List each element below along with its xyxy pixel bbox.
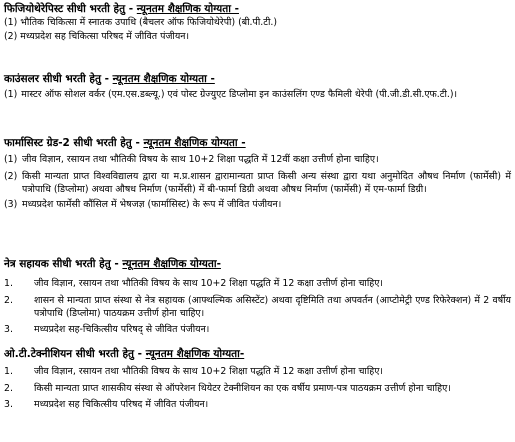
item-text: जीव विज्ञान, रसायन तथा भौतिकी विषय के साथ 10+2 शिक्षा पद्धति में 12 कक्षा उत्तीर्ण होना चाहिए।: [34, 278, 383, 289]
item-text: किसी मान्यता प्राप्त विश्वविद्यालय द्वारा या म.प्र.शासन द्वारामान्यता प्राप्त किसी अन्य संस्था द्वारा यथा अनुमोदित औषध निर्माण (फार्मेसी) में पत्रोपाधि (डिप्लोमा) अथवा औषध निर्माण (फार्मेसी) में बी-फार्मा डिग्री अथवा औषध निर्माण (फार्मेसी) में एम-फार्मा डिग्री।: [22, 170, 511, 196]
list-item: [4, 398, 511, 412]
item-text: मध्यप्रदेश सह-चिकित्सीय परिषद् से जीवित पंजीयन।: [34, 323, 210, 335]
item-text: मध्यप्रदेश सह चिकित्सा परिषद में जीवित पंजीयन।: [20, 30, 190, 42]
list-item: [4, 170, 511, 197]
heading-post: फार्मासिस्ट ग्रेड-2 सीधी भरती हेतु: [4, 137, 132, 149]
list-item: [4, 382, 511, 396]
list-item: [4, 88, 511, 102]
item-number: (2): [4, 30, 18, 42]
item-text: भौतिक चिकित्सा में स्नातक उपाधि (बैचलर ऑफ फिजियोथेरेपी) (बी.पी.टी.): [20, 17, 278, 28]
heading-qualification: न्यूनतम शैक्षणिक योग्यता -: [112, 73, 215, 85]
item-text: मध्यप्रदेश फार्मेसी कौंसिल में भेषजज्ञ (फार्मासिस्ट) के रूप में जीवित पंजीयन।: [22, 198, 282, 210]
section-counsellor: [4, 72, 511, 102]
item-number: (1): [4, 154, 18, 165]
list-item: [4, 323, 511, 337]
list-item: [4, 277, 511, 291]
heading-separator: -: [128, 3, 137, 15]
heading-separator: -: [114, 258, 123, 270]
item-number: (1): [4, 17, 18, 28]
item-text: शासन से मान्यता प्राप्त संस्था से नेत्र सहायक (आफ्थल्मिक असिस्टेंट) अथवा दृष्टिमिति तथा अपवर्तन (आप्टोमेट्री एण्ड रिफेरेक्शन) में 2 वर्षीय पत्रोपाधि (डिप्लोमा) पाठयक्रम उत्तीर्ण होना चाहिए।: [34, 294, 511, 320]
heading-qualification: न्यूनतम शैक्षणिक योग्यता -: [136, 3, 239, 15]
item-number: 2.: [4, 294, 13, 306]
list-item: [4, 16, 511, 30]
heading-separator: -: [137, 348, 146, 360]
heading-qualification: न्यूनतम शैक्षणिक योग्यता-: [145, 348, 245, 360]
item-number: 2.: [4, 382, 13, 394]
item-number: 1.: [4, 278, 13, 289]
heading-qualification: न्यूनतम शैक्षणिक योग्यता -: [143, 137, 246, 149]
section-heading: [4, 347, 511, 361]
section-heading: [4, 2, 511, 16]
heading-post: फिजियोथेरेपिस्ट सीधी भरती हेतु: [4, 3, 126, 15]
section-ot-technician: [4, 347, 511, 412]
item-number: (2): [4, 170, 18, 182]
list-item: [4, 294, 511, 321]
section-heading: [4, 257, 511, 271]
section-heading: [4, 136, 511, 150]
heading-qualification: न्यूनतम शैक्षणिक योग्यता-: [122, 258, 221, 270]
item-number: 3.: [4, 323, 13, 335]
list-item: [4, 198, 511, 212]
heading-separator: -: [135, 137, 144, 149]
item-text: किसी मान्यता प्राप्त शासकीय संस्था से ऑपरेशन थियेटर टेक्नीशियन का एक वर्षीय प्रमाण-पत्र पाठयक्रम उत्तीर्ण होना चाहिए।: [34, 382, 451, 394]
heading-post: काउंसलर सीधी भरती हेतु: [4, 73, 101, 85]
list-item: [4, 365, 511, 379]
heading-post: ओ.टी.टेक्नीशियन सीधी भरती हेतु: [4, 348, 135, 360]
item-number: 1.: [4, 366, 13, 377]
item-text: मध्यप्रदेश सह चिकित्सीय परिषद में जीवित पंजीयन।: [34, 399, 209, 411]
item-text: जीव विज्ञान, रसायन तथा भौतिकी विषय के साथ 10+2 शिक्षा पद्धति में 12वीं कक्षा उत्तीर्ण होना चाहिए।: [22, 154, 379, 165]
heading-post: नेत्र सहायक सीधी भरती हेतु: [4, 258, 111, 270]
section-pharmacist: [4, 136, 511, 211]
item-text: जीव विज्ञान, रसायन तथा भौतिकी विषय के साथ 10+2 शिक्षा पद्धति में 12 कक्षा उत्तीर्ण होना चाहिए।: [34, 366, 383, 377]
item-number: 3.: [4, 399, 13, 411]
item-text: मास्टर ऑफ सोशल वर्कर (एम.एस.डब्ल्यू.) एवं पोस्ट ग्रेज्युएट डिप्लोमा इन काउंसलिंग एण्ड फैमिली थेरेपी (पी.जी.डी.सी.एफ.टी.)।: [21, 89, 458, 100]
section-ophthalmic-assistant: [4, 257, 511, 336]
list-item: [4, 30, 511, 44]
item-number: (3): [4, 198, 18, 210]
heading-separator: -: [104, 73, 113, 85]
item-number: (1): [4, 89, 18, 100]
section-heading: [4, 72, 511, 86]
section-physiotherapist: [4, 2, 511, 43]
list-item: [4, 153, 511, 167]
